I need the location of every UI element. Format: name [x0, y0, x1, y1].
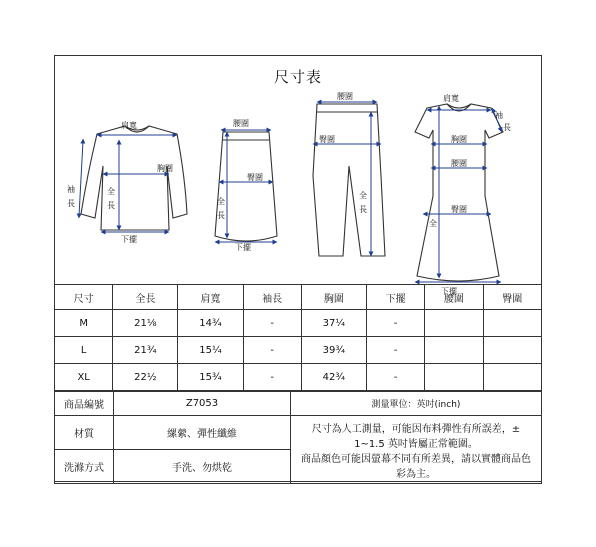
waist-cell — [425, 364, 483, 391]
chest-cell: 39¾ — [301, 337, 366, 364]
pants-diagram — [313, 102, 385, 256]
header-size: 尺寸 — [55, 285, 113, 310]
dress-shoulder-label: 肩寬 — [443, 94, 459, 103]
hip-cell — [483, 364, 541, 391]
material-label: 材質 — [55, 416, 114, 450]
page-title: 尺寸表 — [273, 68, 322, 86]
material-value: 縲縈、彈性纖維 — [114, 416, 291, 450]
header-hem: 下擺 — [366, 285, 424, 310]
dress-sleeve-label-2: 長 — [503, 123, 511, 132]
hem-cell: - — [366, 337, 424, 364]
header-chest: 胸圍 — [301, 285, 366, 310]
hip-cell — [483, 337, 541, 364]
top-sleeve-label-1: 袖 — [67, 185, 75, 194]
measurement-unit-note: 測量單位：英吋(inch) — [291, 392, 542, 416]
pants-waist-label: 腰圍 — [337, 92, 353, 101]
table-row — [55, 310, 542, 337]
dress-sleeve-label-1: 袖 — [495, 111, 503, 120]
header-hip: 臀圍 — [483, 285, 541, 310]
length-cell: 21⅛ — [113, 310, 178, 337]
top-length-label-1: 全 — [107, 187, 115, 196]
table-row — [55, 337, 542, 364]
size-chart-sheet — [54, 55, 542, 482]
length-cell: 21¾ — [113, 337, 178, 364]
header-sleeve: 袖長 — [243, 285, 301, 310]
skirt-hem-label: 下擺 — [235, 243, 251, 252]
size-cell: XL — [55, 364, 113, 391]
dress-hip-label: 臀圍 — [451, 205, 467, 214]
dress-diagram — [415, 104, 503, 282]
header-length: 全長 — [113, 285, 178, 310]
dress-hem-label: 下擺 — [441, 287, 457, 296]
header-waist: 腰圍 — [425, 285, 483, 310]
item-code-label: 商品編號 — [55, 392, 114, 416]
note-line-3: 商品顏色可能因螢幕不同有所差異，請以實體商品色 — [301, 453, 531, 465]
dress-waist-label: 腰圍 — [451, 159, 467, 168]
size-table-header — [55, 285, 542, 310]
shoulder-cell: 15¾ — [178, 364, 243, 391]
size-cell: M — [55, 310, 113, 337]
notes-cell — [291, 416, 542, 484]
garment-diagrams — [55, 86, 543, 314]
top-sleeve-label-2: 長 — [67, 199, 75, 208]
pants-hip-label: 臀圍 — [319, 135, 335, 144]
top-diagram — [79, 126, 187, 232]
sleeve-cell: - — [243, 310, 301, 337]
top-chest-label: 胸圍 — [157, 164, 173, 173]
skirt-waist-label: 腰圍 — [233, 119, 249, 128]
table-row — [55, 364, 542, 391]
hem-cell: - — [366, 364, 424, 391]
dress-length-label: 全 — [429, 219, 437, 228]
note-line-1: 尺寸為人工測量，可能因布料彈性有所誤差，± — [311, 423, 521, 435]
waist-cell — [425, 337, 483, 364]
size-table — [54, 284, 542, 391]
item-code-value: Z7053 — [114, 392, 291, 416]
skirt-hip-label: 臀圍 — [247, 173, 263, 182]
top-hem-label: 下擺 — [121, 235, 137, 244]
header-shoulder: 肩寬 — [178, 285, 243, 310]
chest-cell: 37¼ — [301, 310, 366, 337]
waist-cell — [425, 310, 483, 337]
wash-value: 手洗、勿烘乾 — [114, 450, 291, 484]
size-cell: L — [55, 337, 113, 364]
dress-chest-label: 胸圍 — [451, 135, 467, 144]
product-info-table — [54, 391, 542, 484]
hem-cell: - — [366, 310, 424, 337]
skirt-length-label-2: 長 — [217, 211, 225, 220]
skirt-diagram — [215, 130, 277, 242]
sleeve-cell: - — [243, 364, 301, 391]
pants-length-label-2: 長 — [359, 205, 367, 214]
top-length-label-2: 長 — [107, 201, 115, 210]
pants-length-label-1: 全 — [359, 191, 367, 200]
skirt-length-label-1: 全 — [217, 197, 225, 206]
sleeve-cell: - — [243, 337, 301, 364]
note-line-4: 彩為主。 — [396, 468, 436, 480]
shoulder-cell: 14¾ — [178, 310, 243, 337]
chest-cell: 42¾ — [301, 364, 366, 391]
shoulder-cell: 15¼ — [178, 337, 243, 364]
wash-label: 洗滌方式 — [55, 450, 114, 484]
hip-cell — [483, 310, 541, 337]
note-line-2: 1~1.5 英吋皆屬正常範圍。 — [354, 438, 478, 450]
length-cell: 22½ — [113, 364, 178, 391]
top-shoulder-label: 肩寬 — [121, 121, 137, 130]
